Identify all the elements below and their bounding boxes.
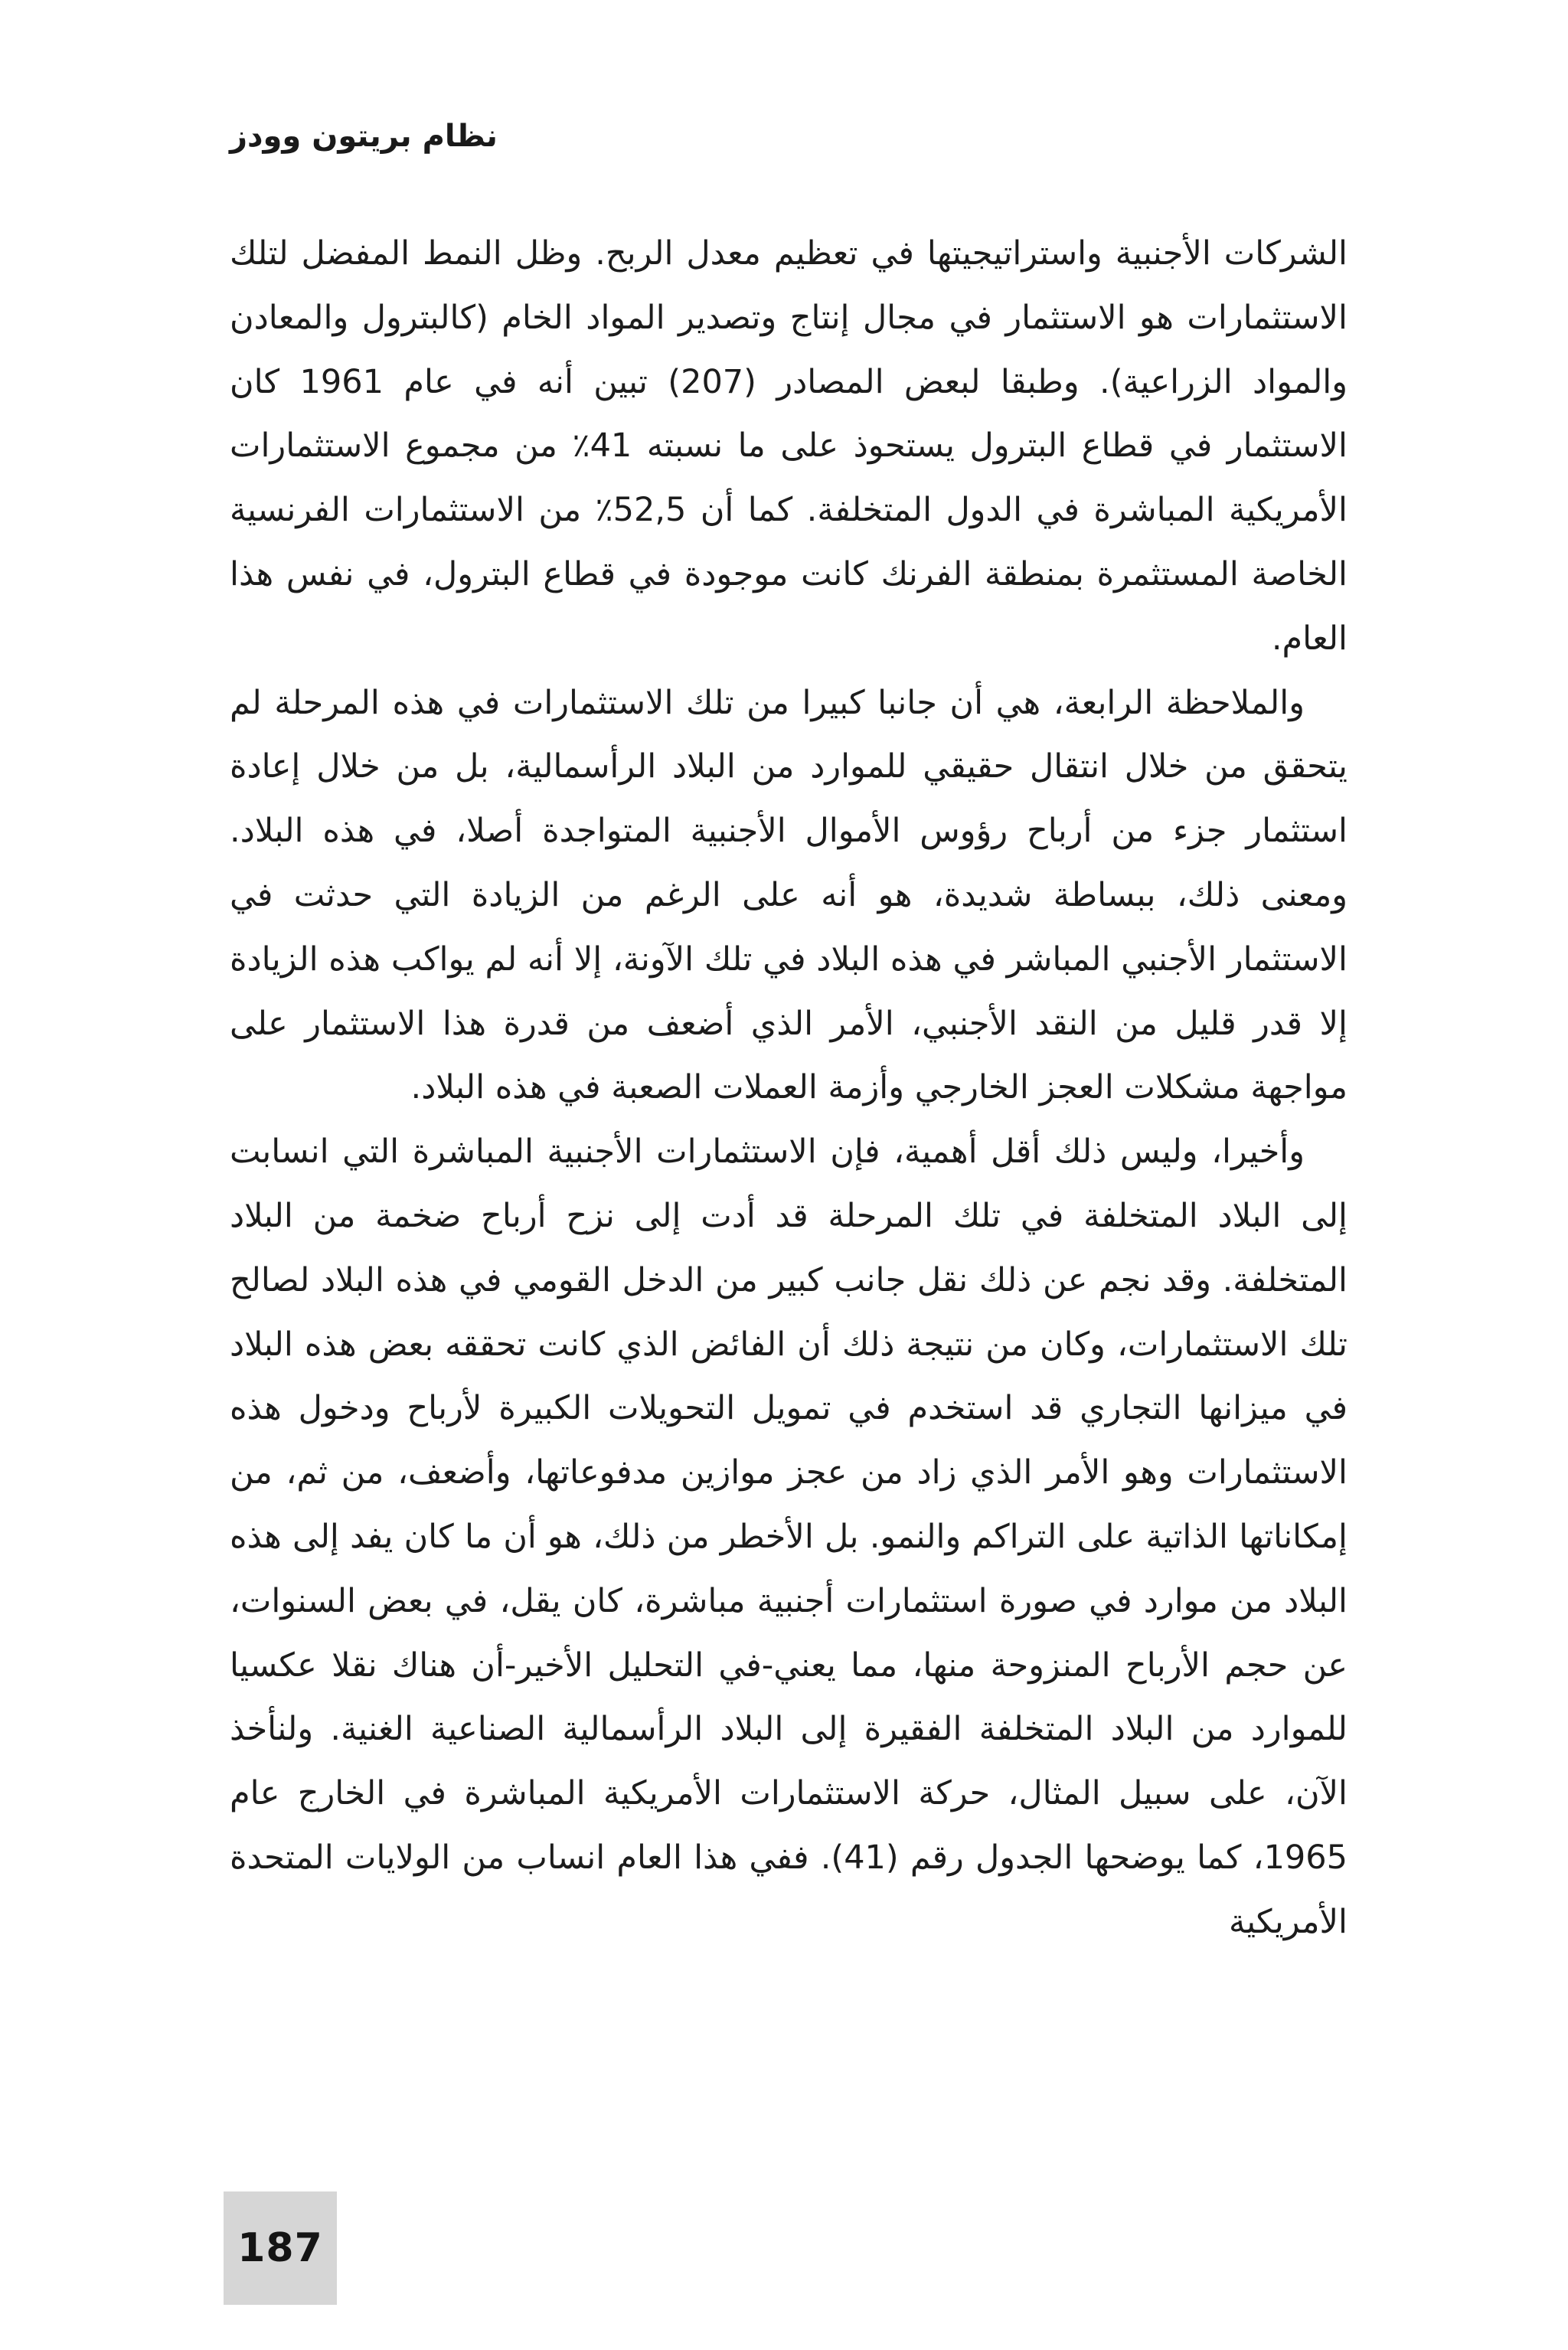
paragraph-1: الشركات الأجنبية واستراتيجيتها في تعظيم معدل الربح. وظل النمط المفضل لتلك الاستثمارات هو الاستثمار في مجال إنتاج وتصدير المواد الخام (كالبترول والمعادن والمواد الزراعية). وطبقا لبعض المصادر (207) تبين أنه في عام 1961 كان الاستثمار في قطاع البترول يستحوذ على ما نسبته 41٪ من مجموع الاستثمارات الأمريكية المباشرة في الدول المتخلفة. كما أن 52,5٪ من الاستثمارات الفرنسية الخاصة المستثمرة بمنطقة الفرنك كانت موجودة في قطاع البترول، في نفس هذا العام. — [230, 234, 1348, 658]
page-number-box — [224, 2191, 337, 2305]
paragraph-2: والملاحظة الرابعة، هي أن جانبا كبيرا من تلك الاستثمارات في هذه المرحلة لم يتحقق من خلال انتقال حقيقي للموارد من البلاد الرأسمالية، بل من خلال إعادة استثمار جزء من أرباح رؤوس الأموال الأجنبية المتواجدة أصلا، في هذه البلاد. ومعنى ذلك، ببساطة شديدة، هو أنه على الرغم من الزيادة التي حدثت في الاستثمار الأجنبي المباشر في هذه البلاد في تلك الآونة، إلا أنه لم يواكب هذه الزيادة إلا قدر قليل من النقد الأجنبي، الأمر الذي أضعف من قدرة هذا الاستثمار على مواجهة مشكلات العجز الخارجي وأزمة العملات الصعبة في هذه البلاد. — [230, 683, 1348, 1107]
paragraph-3: وأخيرا، وليس ذلك أقل أهمية، فإن الاستثمارات الأجنبية المباشرة التي انسابت إلى البلاد المتخلفة في تلك المرحلة قد أدت إلى نزح أرباح ضخمة من البلاد المتخلفة. وقد نجم عن ذلك نقل جانب كبير من الدخل القومي في هذه البلاد لصالح تلك الاستثمارات، وكان من نتيجة ذلك أن الفائض الذي كانت تحققه بعض هذه البلاد في ميزانها التجاري قد استخدم في تمويل التحويلات الكبيرة لأرباح ودخول هذه الاستثمارات وهو الأمر الذي زاد من عجز موازين مدفوعاتها، وأضعف، من ثم، من إمكاناتها الذاتية على التراكم والنمو. بل الأخطر من ذلك، هو أن ما كان يفد إلى هذه البلاد من موارد في صورة استثمارات أجنبية مباشرة، كان يقل، في بعض السنوات، عن حجم الأرباح المنزوحة منها، مما يعني-في التحليل الأخير-أن هناك نقلا عكسيا للموارد من البلاد المتخلفة الفقيرة إلى البلاد الرأسمالية الصناعية الغنية. ولنأخذ الآن، على سبيل المثال، حركة الاستثمارات الأمريكية المباشرة في الخارج عام 1965، كما يوضحها الجدول رقم (41). ففي هذا العام انساب من الولايات المتحدة الأمريكية — [230, 1133, 1348, 1941]
running-header-title: نظام بريتون وودز — [230, 119, 498, 154]
page-number: 187 — [237, 2225, 323, 2271]
body-text — [230, 222, 1348, 1955]
